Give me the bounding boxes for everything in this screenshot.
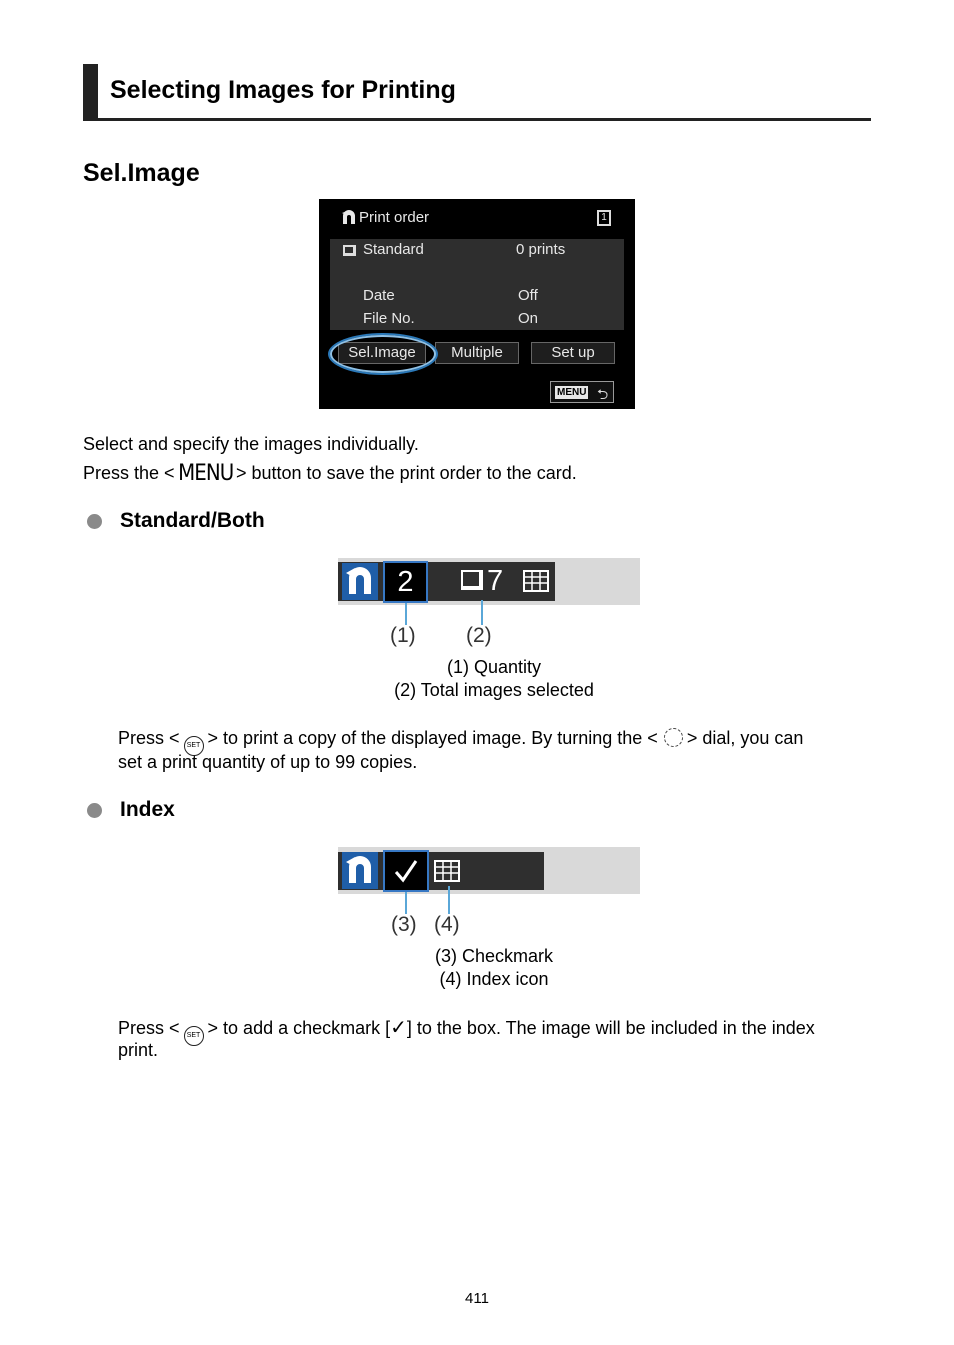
standard-desc-line-2: set a print quantity of up to 99 copies.: [118, 752, 418, 772]
screen-title: Print order: [359, 209, 430, 226]
sel-image-button[interactable]: Sel.Image: [338, 342, 426, 364]
caption-total: (2) Total images selected: [394, 680, 594, 700]
index-icon: [522, 569, 552, 598]
bullet-icon: [87, 803, 102, 818]
callout-line-4: [448, 886, 450, 914]
bullet-icon: [87, 514, 102, 529]
set-up-button[interactable]: Set up: [531, 342, 615, 364]
index-icon: [433, 859, 463, 888]
total-images-value: 7: [487, 565, 504, 597]
setting-label: Date: [363, 287, 395, 304]
checkmark-icon: [385, 852, 427, 890]
subsection-title: Sel.Image: [83, 159, 200, 187]
heading-standard-both: Standard/Both: [120, 509, 265, 532]
setting-row-date: [330, 287, 624, 309]
set-button-icon: SET: [184, 1026, 204, 1046]
section-header-rule: [83, 118, 871, 121]
setting-value: Off: [518, 287, 538, 304]
setting-label: Standard: [363, 241, 424, 258]
caption-quantity: (1) Quantity: [446, 657, 542, 677]
callout-4: (4): [434, 913, 460, 936]
intro-text: Press the <: [83, 463, 175, 483]
print-order-icon: [342, 852, 378, 889]
setting-row-file-no: [330, 310, 624, 332]
settings-panel: [330, 239, 624, 330]
callout-line-1: [405, 603, 407, 625]
setting-label: File No.: [363, 310, 415, 327]
intro-line-1: Select and specify the images individually.: [83, 434, 419, 454]
card-icon: 1: [597, 210, 611, 226]
inline-checkmark-icon: ✓: [390, 1015, 407, 1039]
callout-line-3: [405, 892, 407, 914]
desc-text: Press <: [118, 728, 180, 748]
callout-line-2: [481, 600, 483, 625]
highlight-ellipse: [330, 335, 436, 373]
desc-text: > dial, you can: [686, 728, 804, 748]
menu-label: MENU: [557, 387, 587, 398]
caption-index-icon: (4) Index icon: [439, 969, 549, 989]
section-title: Selecting Images for Printing: [110, 76, 456, 104]
page-number: 411: [465, 1290, 489, 1307]
camera-print-order-screen: [319, 199, 635, 409]
callout-1: (1): [390, 624, 416, 647]
section-header-bar: [83, 64, 98, 121]
checkmark-box: [383, 850, 429, 892]
print-order-icon: [342, 563, 378, 600]
setting-value: On: [518, 310, 539, 327]
callout-3: (3): [391, 913, 417, 936]
set-button-icon: SET: [184, 736, 204, 756]
desc-text: > to add a checkmark [: [207, 1018, 391, 1038]
index-desc-line-1: [118, 1016, 815, 1046]
image-count-icon: [461, 570, 483, 590]
intro-line-2: [83, 462, 577, 485]
menu-back-button[interactable]: [550, 381, 614, 403]
desc-text: > to print a copy of the displayed image. By turning the <: [207, 728, 658, 748]
callout-2: (2): [466, 624, 492, 647]
desc-text: ] to the box. The image will be included in the index: [406, 1018, 815, 1038]
main-dial-icon: [664, 728, 683, 747]
quantity-box: 2: [383, 561, 428, 603]
index-desc-line-2: print.: [118, 1040, 159, 1060]
setting-row-standard: [330, 241, 624, 263]
menu-button-label: MENU: [177, 461, 233, 486]
multiple-button[interactable]: Multiple: [435, 342, 519, 364]
setting-value: 0 prints: [516, 241, 566, 258]
checkbox-icon: [343, 245, 356, 256]
print-icon: [341, 210, 357, 225]
back-arrow-icon: ⮌: [597, 386, 609, 402]
heading-index: Index: [120, 798, 175, 821]
caption-checkmark: (3) Checkmark: [434, 946, 554, 966]
desc-text: Press <: [118, 1018, 180, 1038]
intro-text: > button to save the print order to the card.: [236, 463, 577, 483]
